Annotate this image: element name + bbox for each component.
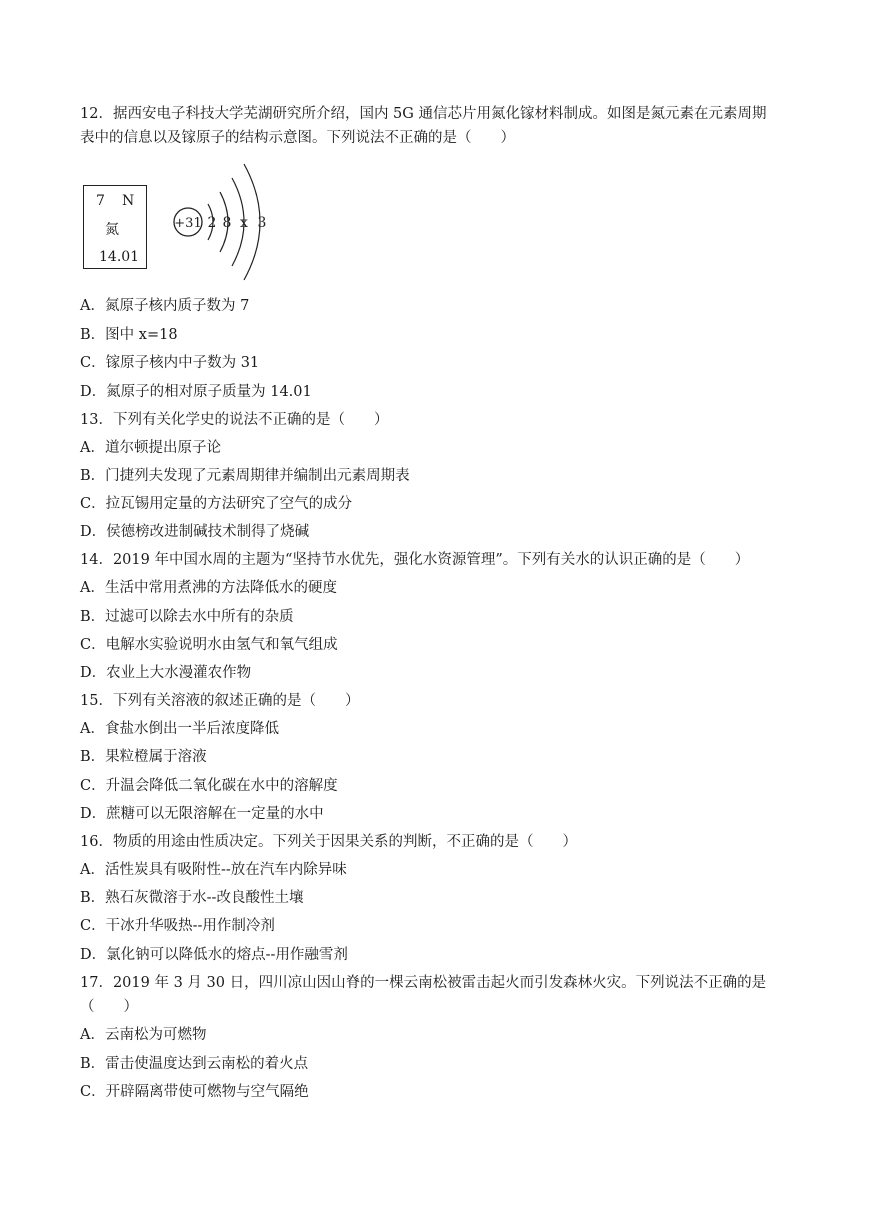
question-17-stem-line-1: 17．2019 年 3 月 30 日，四川凉山因山脊的一棵云南松被雷击起火而引发森林火灾。下列说法不正确的是 (80, 975, 767, 991)
element-name: 氮 (105, 222, 119, 238)
question-15-option-a: A．食盐水倒出一半后浓度降低 (80, 721, 279, 737)
question-17-option-c: C．开辟隔离带使可燃物与空气隔绝 (80, 1084, 309, 1100)
question-12-option-d: D．氮原子的相对原子质量为 14.01 (80, 384, 312, 400)
shell-2-electrons: 8 (222, 215, 232, 231)
question-15-option-d: D．蔗糖可以无限溶解在一定量的水中 (80, 806, 324, 822)
question-12-figure (80, 158, 280, 288)
question-15-option-c: C．升温会降低二氧化碳在水中的溶解度 (80, 778, 338, 794)
question-14-stem: 14．2019 年中国水周的主题为“坚持节水优先，强化水资源管理”。下列有关水的认识正确的是（ ） (80, 552, 750, 568)
question-12-option-b: B．图中 x=18 (80, 327, 178, 343)
atomic-number: 7 (96, 193, 105, 209)
question-15-option-b: B．果粒橙属于溶液 (80, 749, 207, 765)
shell-3-electrons: x (240, 215, 248, 231)
question-14-option-c: C．电解水实验说明水由氢气和氧气组成 (80, 637, 338, 653)
question-13-option-b: B．门捷列夫发现了元素周期律并编制出元素周期表 (80, 468, 410, 484)
question-16-option-d: D．氯化钠可以降低水的熔点--用作融雪剂 (80, 947, 348, 963)
question-16-option-b: B．熟石灰微溶于水--改良酸性土壤 (80, 890, 304, 906)
nucleus-label: +31 (174, 216, 202, 231)
question-14-option-d: D．农业上大水漫灌农作物 (80, 665, 252, 681)
gallium-atom-structure-diagram (170, 158, 280, 288)
question-16-stem: 16．物质的用途由性质决定。下列关于因果关系的判断，不正确的是（ ） (80, 834, 577, 850)
question-12-option-a: A．氮原子核内质子数为 7 (80, 298, 250, 314)
question-14-option-b: B．过滤可以除去水中所有的杂质 (80, 609, 294, 625)
question-13-option-c: C．拉瓦锡用定量的方法研究了空气的成分 (80, 496, 353, 512)
question-13-option-a: A．道尔顿提出原子论 (80, 440, 221, 456)
question-16-option-a: A．活性炭具有吸附性--放在汽车内除异味 (80, 862, 347, 878)
question-17-option-b: B．雷击使温度达到云南松的着火点 (80, 1056, 309, 1072)
question-13-stem: 13．下列有关化学史的说法不正确的是（ ） (80, 412, 389, 428)
question-17-option-a: A．云南松为可燃物 (80, 1027, 207, 1043)
question-13-option-d: D．侯德榜改进制碱技术制得了烧碱 (80, 524, 310, 540)
periodic-table-cell (83, 185, 147, 269)
shell-1-electrons: 2 (207, 215, 217, 231)
atomic-mass: 14.01 (99, 249, 140, 265)
question-12-stem-line-2: 表中的信息以及镓原子的结构示意图。下列说法不正确的是（ ） (80, 130, 515, 146)
question-12-stem-line-1: 12．据西安电子科技大学芜湖研究所介绍，国内 5G 通信芯片用氮化镓材料制成。如图是氮元素在元素周期 (80, 106, 767, 122)
question-14-option-a: A．生活中常用煮沸的方法降低水的硬度 (80, 580, 337, 596)
shell-4-electrons: 3 (257, 215, 267, 231)
question-17-stem-line-2: （ ） (80, 999, 138, 1015)
question-15-stem: 15．下列有关溶液的叙述正确的是（ ） (80, 693, 360, 709)
element-symbol: N (122, 193, 135, 209)
question-12-option-c: C．镓原子核内中子数为 31 (80, 355, 260, 371)
question-16-option-c: C．干冰升华吸热--用作制冷剂 (80, 918, 275, 934)
